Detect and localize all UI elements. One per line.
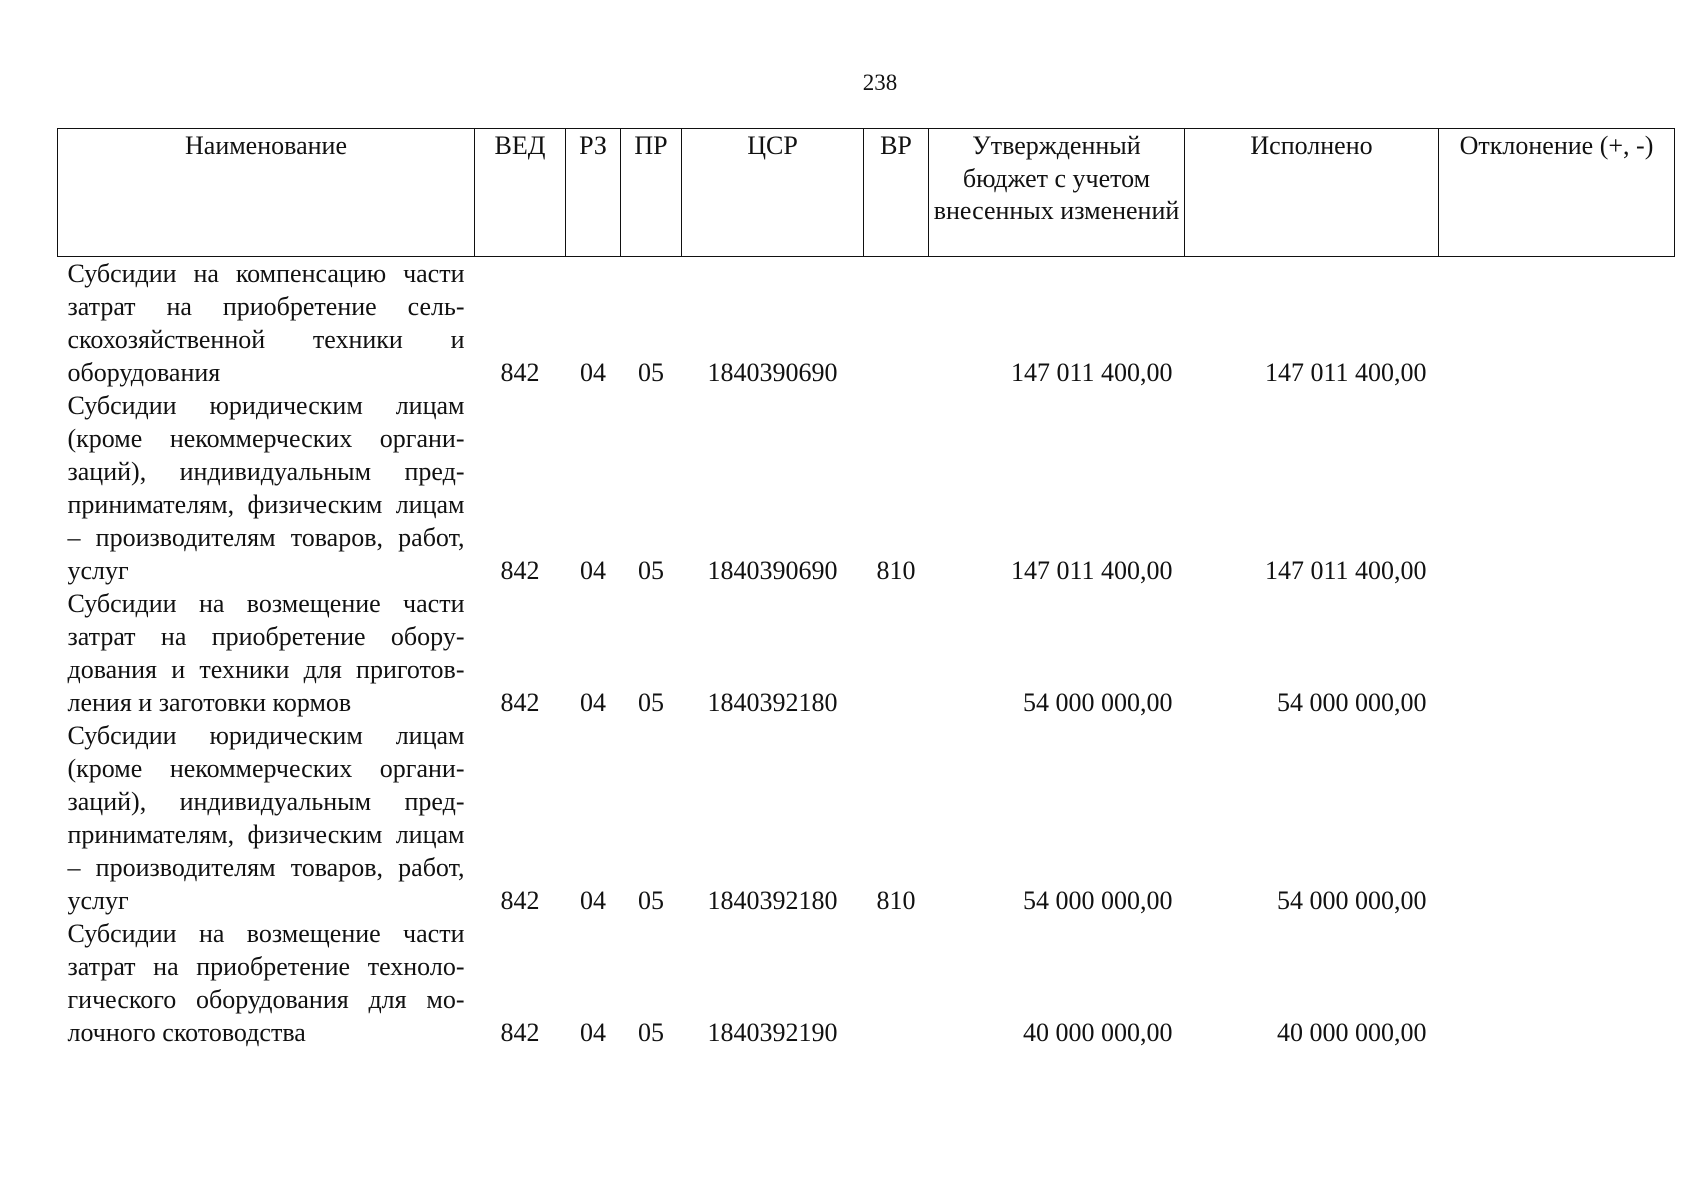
table-row xyxy=(58,917,1675,1049)
row-ved: 842 xyxy=(500,886,540,915)
row-vr xyxy=(864,257,929,390)
row-executed: 54 000 000,00 xyxy=(1277,688,1427,717)
header-rz: РЗ xyxy=(566,129,621,257)
row-csr: 1840392180 xyxy=(707,688,838,717)
header-executed: Исполнено xyxy=(1185,129,1439,257)
row-executed: 147 011 400,00 xyxy=(1264,358,1427,387)
row-deviation xyxy=(1439,719,1675,917)
row-vr: 810 xyxy=(876,556,916,585)
row-deviation xyxy=(1439,917,1675,1049)
table-row xyxy=(58,587,1675,719)
row-pr: 05 xyxy=(638,556,664,585)
row-approved: 147 011 400,00 xyxy=(1010,556,1173,585)
row-approved: 40 000 000,00 xyxy=(1023,1018,1173,1047)
row-pr: 05 xyxy=(638,1018,664,1047)
row-vr: 810 xyxy=(876,886,916,915)
row-deviation xyxy=(1439,389,1675,587)
row-rz: 04 xyxy=(580,886,606,915)
row-csr: 1840390690 xyxy=(707,358,838,387)
row-rz: 04 xyxy=(580,556,606,585)
row-deviation xyxy=(1439,257,1675,390)
row-rz: 04 xyxy=(580,1018,606,1047)
row-rz: 04 xyxy=(580,358,606,387)
page-number: 238 xyxy=(862,70,898,95)
header-deviation: Отклонение (+, -) xyxy=(1439,129,1675,257)
budget-execution-table xyxy=(57,128,1675,1049)
row-pr: 05 xyxy=(638,358,664,387)
row-pr: 05 xyxy=(638,688,664,717)
row-executed: 40 000 000,00 xyxy=(1277,1018,1427,1047)
row-name: Субсидии на возмещение части затрат на приобретение оборудования и техники для приготовления и заготовки кормов xyxy=(67,589,465,717)
row-approved: 54 000 000,00 xyxy=(1023,886,1173,915)
row-approved: 54 000 000,00 xyxy=(1023,688,1173,717)
row-executed: 54 000 000,00 xyxy=(1277,886,1427,915)
row-csr: 1840390690 xyxy=(707,556,838,585)
header-name: Наименование xyxy=(58,129,475,257)
row-ved: 842 xyxy=(500,358,540,387)
table-row xyxy=(58,719,1675,917)
row-csr: 1840392180 xyxy=(707,886,838,915)
table-row xyxy=(58,389,1675,587)
row-ved: 842 xyxy=(500,556,540,585)
row-name: Субсидии юридическим лицам (кроме некоммерческих организаций), индивидуальным предпринимателям, физическим лицам – производителям товаров, работ, услуг xyxy=(67,391,465,585)
header-vr: ВР xyxy=(864,129,929,257)
row-name: Субсидии на компенсацию части затрат на приобретение сельскохозяйственной техники и оборудования xyxy=(67,259,465,387)
table-header-row xyxy=(58,129,1675,257)
row-name: Субсидии юридическим лицам (кроме некоммерческих организаций), индивидуальным предпринимателям, физическим лицам – производителям товаров, работ, услуг xyxy=(67,721,465,915)
row-ved: 842 xyxy=(500,1018,540,1047)
header-csr: ЦСР xyxy=(682,129,864,257)
row-approved: 147 011 400,00 xyxy=(1010,358,1173,387)
header-pr: ПР xyxy=(621,129,682,257)
header-ved: ВЕД xyxy=(475,129,566,257)
row-vr xyxy=(864,917,929,1049)
row-pr: 05 xyxy=(638,886,664,915)
header-approved-budget: Утвержденный бюджет с учетом внесенных изменений xyxy=(929,129,1185,257)
row-ved: 842 xyxy=(500,688,540,717)
row-name: Субсидии на возмещение части затрат на приобретение технологического оборудования для молочного скотоводства xyxy=(67,919,465,1047)
row-deviation xyxy=(1439,587,1675,719)
row-csr: 1840392190 xyxy=(707,1018,838,1047)
row-executed: 147 011 400,00 xyxy=(1264,556,1427,585)
table-row xyxy=(58,257,1675,390)
row-vr xyxy=(864,587,929,719)
row-rz: 04 xyxy=(580,688,606,717)
